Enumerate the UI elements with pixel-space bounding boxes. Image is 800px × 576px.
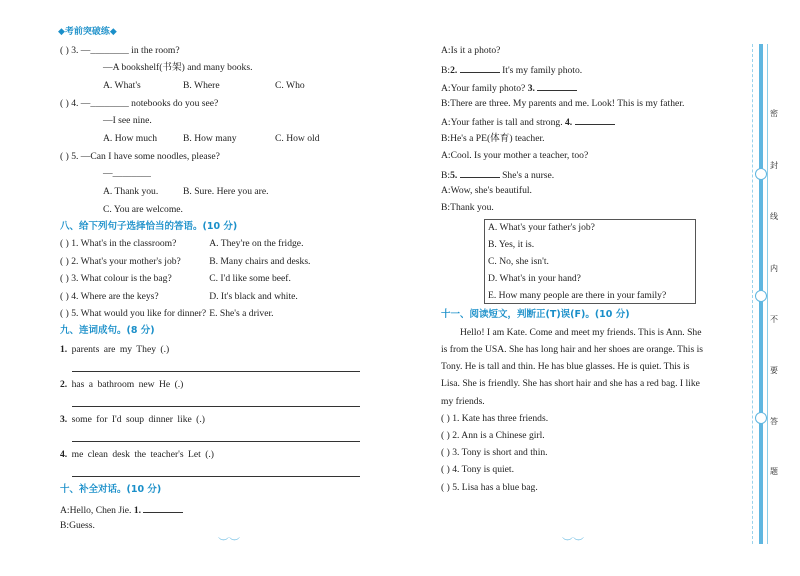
dialog-text: Is it a photo? [450,45,501,56]
speaker: A: [441,117,451,128]
match-answer: E. She's a driver. [209,308,274,319]
option-b: B. Sure. Here you are. [183,186,269,197]
item-number: 2. [60,379,68,390]
option-c: C. Who [275,80,305,91]
binding-dash-line [752,44,753,544]
passage-line: my friends. [441,396,485,407]
section-10-title: 十、补全对话。(10 分) [60,484,162,495]
answer-line[interactable] [72,476,360,477]
tf-item [441,482,538,494]
answer-paren[interactable]: ( ) [441,430,450,441]
answer-paren[interactable]: ( ) [441,464,450,475]
option-b: B. Yes, it is. [488,239,535,250]
option-a: A. What's [103,80,141,91]
speaker: A: [441,150,451,161]
footer-ornament-icon: ︶︶ [218,536,240,549]
answer-paren[interactable]: ( ) [60,151,69,162]
options-box [484,219,696,304]
answer-blank[interactable] [575,115,615,125]
seal-char: 不 [770,315,778,324]
option-a: A. Thank you. [103,186,159,197]
blank-number: 4. [565,117,573,128]
speaker: B: [441,202,451,213]
question-3-reply: —A bookshelf(书架) and many books. [103,62,253,73]
tf-item [441,430,545,442]
blank-number: 5. [450,170,458,181]
speaker: B: [441,65,451,76]
item-number: 4. [60,449,68,460]
speaker: A: [441,185,451,196]
match-question: 4. Where are the keys? [71,291,159,302]
question-stem: 4. —________ notebooks do you see? [71,98,219,109]
scrambled-words: has a bathroom new He (.) [71,379,184,390]
question-stem: 5. —Can I have some noodles, please? [71,151,220,162]
answer-blank[interactable] [537,81,577,91]
match-answer: A. They're on the fridge. [209,238,304,249]
binding-strip-line [767,44,768,544]
passage-line: Lisa. She is friendly. She has short hair and she has a red bag. I like [441,378,700,389]
section-11-title: 十一、阅读短文，判断正(T)误(F)。(10 分) [441,309,630,320]
dialog-line [441,185,532,197]
section-9-title: 九、连词成句。(8 分) [60,325,155,336]
question-4 [60,98,218,110]
seal-char: 封 [770,161,778,170]
dialog-text: It's my family photo. [499,65,583,76]
dialog-text: Your father is tall and strong. [450,117,565,128]
passage-line: is from the USA. She has long hair and her shoes are orange. This is [441,344,704,355]
dialog-line [441,81,577,95]
answer-paren[interactable]: ( ) [60,308,69,319]
footer-ornament-icon: ︶︶ [562,536,584,549]
answer-line[interactable] [72,441,360,442]
question-3 [60,45,180,57]
seal-char: 线 [770,212,778,221]
passage-line: Hello! I am Kate. Come and meet my friends. This is Ann. She [460,327,702,338]
dialog-line [441,168,554,182]
answer-blank[interactable] [143,503,183,513]
match-row [60,238,303,250]
tf-statement: 2. Ann is a Chinese girl. [452,430,545,441]
dialog-line [441,115,615,129]
item-number: 1. [60,344,68,355]
option-b: B. How many [183,133,237,144]
match-row [60,291,298,303]
answer-paren[interactable]: ( ) [441,413,450,424]
tf-item [441,413,548,425]
speaker: B: [441,98,451,109]
answer-paren[interactable]: ( ) [60,45,69,56]
scrambled-words: some for I'd soup dinner like (.) [71,414,205,425]
item-number: 3. [60,414,68,425]
dialog-line [441,63,582,77]
question-stem: 3. —________ in the room? [71,45,180,56]
dialog-text: Cool. Is your mother a teacher, too? [450,150,589,161]
dialog-text: Wow, she's beautiful. [450,185,532,196]
seal-char: 密 [770,109,778,118]
tf-statement: 1. Kate has three friends. [452,413,549,424]
dialog-line [60,520,95,532]
question-5 [60,151,220,163]
match-answer: B. Many chairs and desks. [209,256,311,267]
speaker: B: [60,520,70,531]
seal-char: 内 [770,264,778,273]
answer-line[interactable] [72,371,360,372]
binding-hole-icon [755,290,767,302]
dialog-line [441,150,588,162]
answer-paren[interactable]: ( ) [60,273,69,284]
match-row [60,256,310,268]
passage-line: Tony. He is tall and thin. He has blue glasses. He is quiet. This is [441,361,690,372]
question-5-reply: —________ [103,168,151,179]
dialog-line [441,133,545,145]
blank-number: 1. [133,505,142,516]
word-order-2 [60,379,183,391]
seal-char: 答 [770,417,778,426]
dialog-text: Your family photo? [450,83,528,94]
dialog-text: Thank you. [450,202,494,213]
option-e: E. How many people are there in your family? [488,290,667,301]
answer-paren[interactable]: ( ) [441,482,450,493]
speaker: A: [441,45,451,56]
scrambled-words: me clean desk the teacher's Let (.) [71,449,214,460]
blank-number: 3. [527,83,535,94]
option-b: B. Where [183,80,220,91]
tf-statement: 4. Tony is quiet. [452,464,514,475]
option-d: D. What's in your hand? [488,273,581,284]
word-order-3 [60,414,205,426]
dialog-line [441,45,500,57]
speaker: B: [441,170,451,181]
dialog-text: Guess. [69,520,95,531]
answer-blank[interactable] [460,168,500,178]
match-question: 2. What's your mother's job? [71,256,181,267]
dialog-line [441,98,684,110]
dialog-text: She's a nurse. [499,170,555,181]
question-5-options [103,186,269,198]
section-8-title: 八、给下列句子选择恰当的答语。(10 分) [60,221,238,232]
seal-char: 要 [770,366,778,375]
dialog-text: There are three. My parents and me. Look! This is my father. [450,98,685,109]
tf-item [441,447,548,459]
question-4-reply: —I see nine. [103,115,152,126]
dialog-text: Hello, Chen Jie. [69,505,134,516]
match-answer: D. It's black and white. [209,291,298,302]
question-4-options [103,133,320,145]
question-3-options [103,80,305,92]
answer-paren[interactable]: ( ) [60,98,69,109]
answer-paren[interactable]: ( ) [60,256,69,267]
dialog-line [60,503,183,517]
word-order-1 [60,344,169,356]
binding-hole-icon [755,412,767,424]
option-a: A. What's your father's job? [488,222,595,233]
scrambled-words: parents are my They (.) [71,344,170,355]
tf-item [441,464,514,476]
answer-paren[interactable]: ( ) [60,291,69,302]
match-row [60,273,291,285]
match-row [60,308,274,320]
answer-blank[interactable] [460,63,500,73]
blank-number: 2. [450,65,458,76]
match-question: 1. What's in the classroom? [71,238,177,249]
option-c: C. No, she isn't. [488,256,549,267]
binding-hole-icon [755,168,767,180]
option-c: C. How old [275,133,320,144]
answer-paren[interactable]: ( ) [441,447,450,458]
answer-paren[interactable]: ( ) [60,238,69,249]
dialog-text: He's a PE(体育) teacher. [450,133,545,144]
speaker: A: [441,83,451,94]
answer-line[interactable] [72,406,360,407]
match-answer: C. I'd like some beef. [209,273,291,284]
section-tag: ◆考前突破练◆ [58,27,117,37]
option-c: C. You are welcome. [103,204,183,215]
option-a: A. How much [103,133,158,144]
seal-char: 题 [770,467,778,476]
tf-statement: 5. Lisa has a blue bag. [452,482,538,493]
speaker: A: [60,505,70,516]
dialog-line [441,202,494,214]
match-question: 3. What colour is the bag? [71,273,172,284]
speaker: B: [441,133,451,144]
tf-statement: 3. Tony is short and thin. [452,447,548,458]
word-order-4 [60,449,214,461]
match-question: 5. What would you like for dinner? [71,308,207,319]
